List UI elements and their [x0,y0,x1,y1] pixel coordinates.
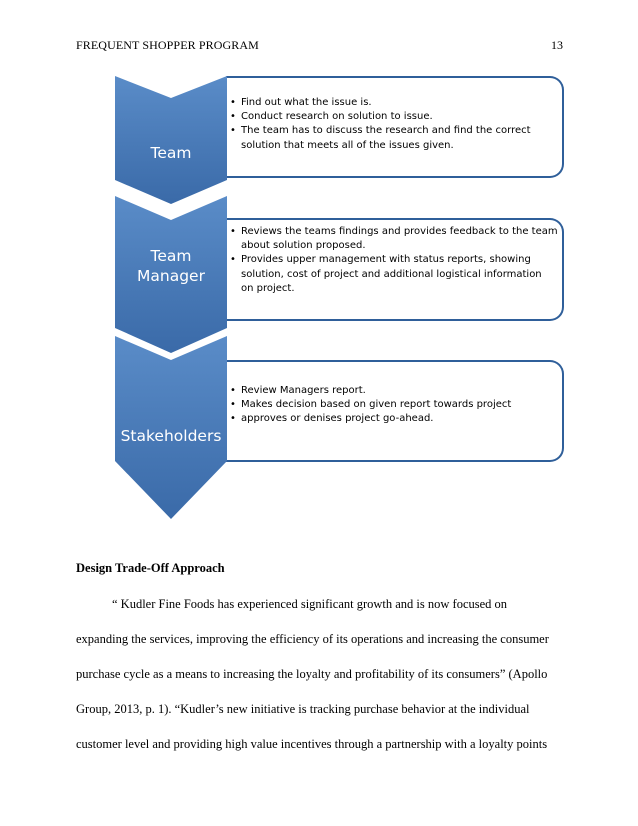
paragraph-line: “ Kudler Fine Foods has experienced significant growth and is now focused on [112,597,508,611]
list-item: • approves or denises project go-ahead. [226,412,562,426]
running-head: FREQUENT SHOPPER PROGRAM [76,38,259,52]
list-item: • Reviews the teams findings and provides feedback to the team about solution proposed. [226,225,562,253]
list-item: • Makes decision based on given report towards project [226,398,562,412]
paragraph-line: Group, 2013, p. 1). “Kudler’s new initiative is tracking purchase behavior at the individual [76,702,530,716]
list-item: • Conduct research on solution to issue. [226,110,562,124]
list-item: • Find out what the issue is. [226,96,562,110]
step-label-team: Team [150,144,192,162]
step-label-team-manager: Team Manager [137,247,205,285]
stakeholders-chevron [115,336,227,519]
paragraph-line: customer level and providing high value incentives through a partnership with a loyalty points [76,737,548,751]
stakeholders-details-box [226,360,564,462]
list-item: • The team has to discuss the research and find the correct solution that meets all of the issues given. [226,124,562,152]
team-manager-chevron [115,196,227,353]
step-label-stakeholders: Stakeholders [120,427,222,445]
list-item: • Provides upper management with status reports, showing solution, cost of project and additional logistical information on project. [226,253,562,296]
page-number: 13 [551,38,563,52]
paragraph-line: expanding the services, improving the efficiency of its operations and increasing the consumer [76,632,549,646]
chevron-shape [115,76,227,204]
list-item: • Review Managers report. [226,384,562,398]
section-heading: Design Trade-Off Approach [76,561,225,575]
team-manager-details-box [226,218,564,321]
paragraph-line: purchase cycle as a means to increasing the loyalty and profitability of its consumers” (Apollo [76,667,548,681]
team-details-box [226,76,564,178]
team-chevron [115,76,227,204]
